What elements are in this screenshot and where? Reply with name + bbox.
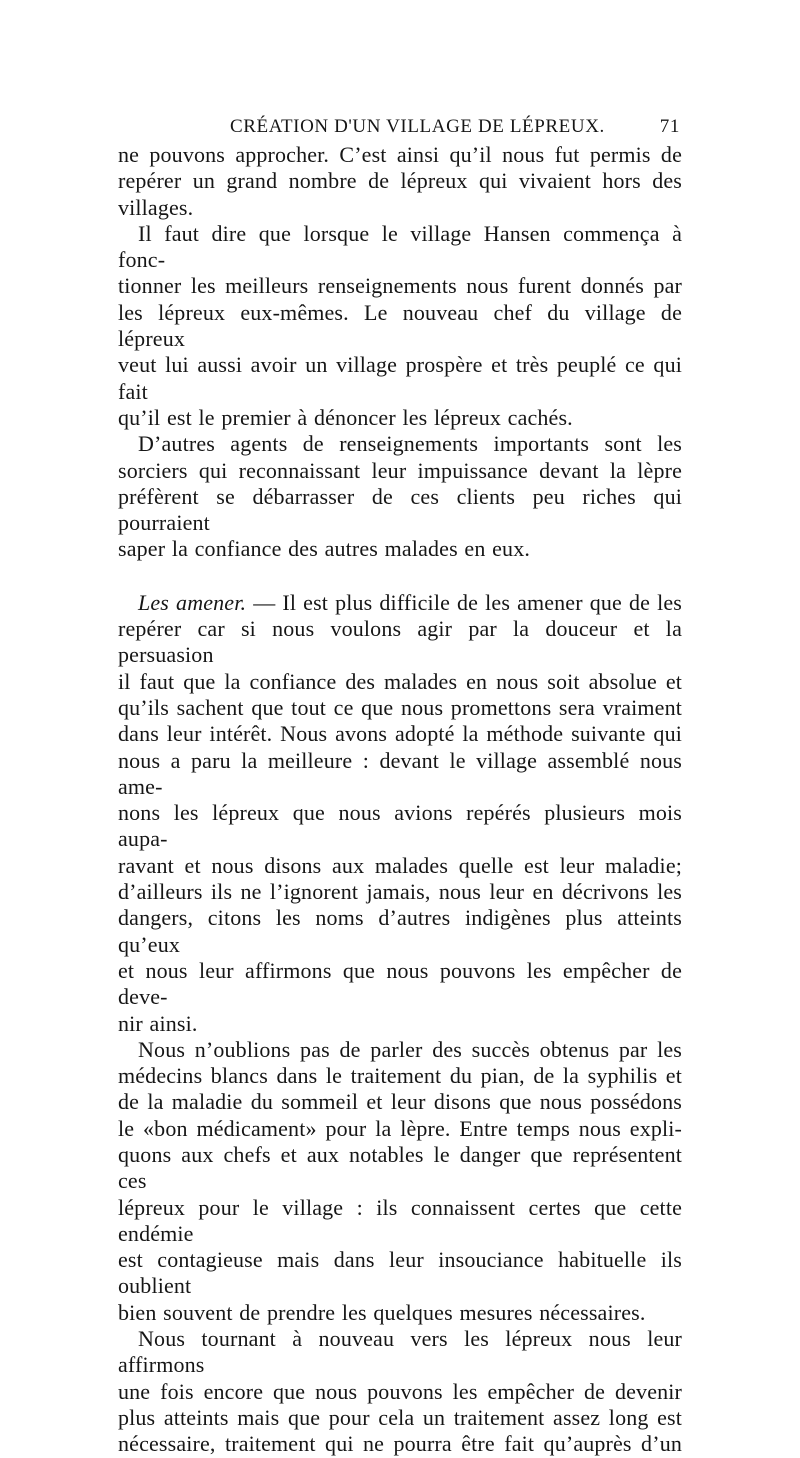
page-number: 71 [659, 116, 680, 137]
text-line: bien souvent de prendre les quelques mesures nécessaires. [118, 1299, 646, 1325]
text-line: nir ainsi. [118, 1010, 198, 1036]
text-line: plus atteints mais que pour cela un traitement assez long est [118, 1404, 682, 1430]
text-line: repérer car si nous voulons agir par la douceur et la persuasion [118, 616, 682, 668]
paragraph [118, 1326, 682, 1457]
text-line: D’autres agents de renseignements importants sont les [138, 431, 682, 457]
text-line: quons aux chefs et aux notables le danger que représentent ces [118, 1141, 682, 1194]
text-line: d’ailleurs ils ne l’ignorent jamais, nous leur en décrivons les [118, 879, 682, 905]
text-line: préfèrent se débarrasser de ces clients peu riches qui pourraient [118, 483, 682, 536]
text-line: Nous tournant à nouveau vers les lépreux nous leur affirmons [118, 1326, 682, 1378]
text-line: ravant et nous disons aux malades quelle est leur maladie; [118, 852, 682, 878]
running-title: CRÉATION D'UN VILLAGE DE LÉPREUX. [230, 116, 605, 137]
text-line: lépreux pour le village : ils connaissent certes que cette endémie [118, 1194, 682, 1246]
run-in-title: Les amener. [138, 589, 247, 615]
text-line: il faut que la confiance des malades en nous soit absolue et [118, 668, 682, 694]
text-line: dangers, citons les noms d’autres indigènes plus atteints qu’eux [118, 905, 682, 957]
paragraph [118, 431, 682, 562]
text-line: sorciers qui reconnaissant leur impuissance devant la lèpre [118, 457, 682, 483]
text-line: qu’il est le premier à dénoncer les lépreux cachés. [118, 404, 573, 430]
text-line: ne pouvons approcher. C’est ainsi qu’il nous fut permis de [118, 142, 682, 167]
text-line: de la maladie du sommeil et leur disons que nous possédons [118, 1089, 682, 1115]
text-line: dans leur intérêt. Nous avons adopté la méthode suivante qui [118, 721, 682, 747]
text-line: médecins blancs dans le traitement du pian, de la syphilis et [118, 1063, 682, 1089]
paragraph [118, 1037, 682, 1326]
paragraph [118, 142, 682, 221]
book-page [118, 112, 682, 1458]
section-gap [118, 563, 682, 590]
text-line: tionner les meilleurs renseignements nous furent donnés par [118, 273, 682, 299]
body-text [118, 142, 682, 1458]
page-header [118, 112, 682, 142]
paragraph [118, 590, 682, 1037]
text-line: saper la confiance des autres malades en eux. [118, 536, 531, 562]
text-line: villages. [118, 194, 194, 220]
text-line: les lépreux eux-mêmes. Le nouveau chef du village de lépreux [118, 299, 682, 352]
text-line: Nous n’oublions pas de parler des succès obtenus par les [138, 1036, 682, 1062]
text-line: nons les lépreux que nous avions repérés plusieurs mois aupa- [118, 800, 682, 852]
text-line: est contagieuse mais dans leur insouciance habituelle ils oublient [118, 1247, 682, 1299]
text-line: repérer un grand nombre de lépreux qui vivaient hors des [118, 168, 682, 194]
text-line: une fois encore que nous pouvons les empêcher de devenir [118, 1378, 682, 1404]
text-line: Il faut dire que lorsque le village Hansen commença à fonc- [118, 220, 682, 273]
text-line: et nous leur affirmons que nous pouvons les empêcher de deve- [118, 957, 682, 1010]
text-line: nécessaire, traitement qui ne pourra être fait qu’auprès d’un [118, 1431, 682, 1457]
text-line: nous a paru la meilleure : devant le village assemblé nous ame- [118, 747, 682, 799]
text-line-rest: — Il est plus difficile de les amener que de les [246, 589, 682, 615]
paragraph [118, 221, 682, 431]
text-line: le «bon médicament» pour la lèpre. Entre temps nous expli- [118, 1115, 682, 1141]
text-line [118, 590, 682, 616]
text-line: veut lui aussi avoir un village prospère et très peuplé ce qui fait [118, 352, 682, 404]
text-line: qu’ils sachent que tout ce que nous promettons sera vraiment [118, 694, 682, 720]
